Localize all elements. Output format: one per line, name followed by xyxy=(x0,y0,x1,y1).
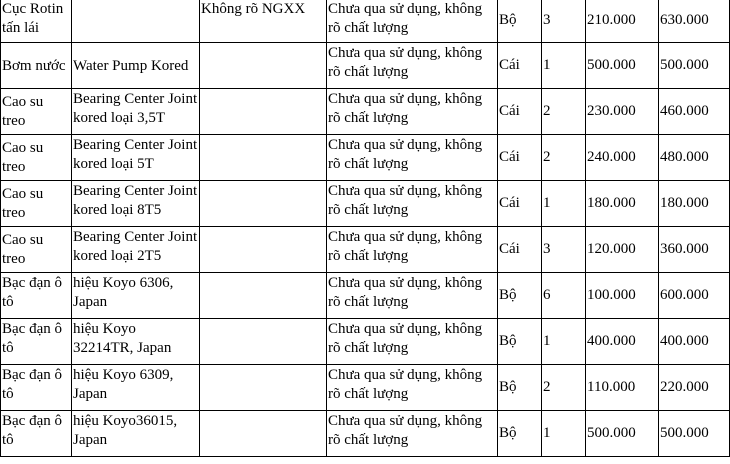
item-origin-cell xyxy=(200,43,327,89)
item-unit-cell: Cái xyxy=(498,135,542,181)
item-quantity-cell: 2 xyxy=(542,135,586,181)
item-unit-price-cell: 120.000 xyxy=(586,227,659,273)
item-quantity-cell: 1 xyxy=(542,319,586,365)
item-quantity-cell: 1 xyxy=(542,43,586,89)
item-name-cell: Bạc đạn ô tô xyxy=(1,411,72,457)
item-unit-cell: Bộ xyxy=(498,273,542,319)
item-origin-cell xyxy=(200,181,327,227)
item-total-cell: 630.000 xyxy=(659,0,730,43)
item-quantity-cell: 1 xyxy=(542,411,586,457)
item-origin-cell xyxy=(200,319,327,365)
item-name-cell: Cao su treo xyxy=(1,227,72,273)
item-origin-cell xyxy=(200,411,327,457)
item-description-cell xyxy=(72,0,200,43)
item-description-cell: hiệu Koyo 32214TR, Japan xyxy=(72,319,200,365)
item-name-cell: Cao su treo xyxy=(1,135,72,181)
item-unit-cell: Cái xyxy=(498,181,542,227)
item-description-cell: hiệu Koyo 6306, Japan xyxy=(72,273,200,319)
item-total-cell: 600.000 xyxy=(659,273,730,319)
item-unit-price-cell: 500.000 xyxy=(586,43,659,89)
item-description-cell: Bearing Center Joint kored loại 3,5T xyxy=(72,89,200,135)
item-description-cell: hiệu Koyo36015, Japan xyxy=(72,411,200,457)
item-condition-cell: Chưa qua sử dụng, không rõ chất lượng xyxy=(327,227,498,273)
item-total-cell: 180.000 xyxy=(659,181,730,227)
item-unit-price-cell: 100.000 xyxy=(586,273,659,319)
table-row xyxy=(1,0,730,43)
table-row xyxy=(1,319,730,365)
item-unit-cell: Bộ xyxy=(498,319,542,365)
table-row xyxy=(1,411,730,457)
table-body xyxy=(1,0,730,457)
item-origin-cell xyxy=(200,135,327,181)
item-origin-cell xyxy=(200,365,327,411)
item-unit-price-cell: 400.000 xyxy=(586,319,659,365)
item-name-cell: Bơm nước xyxy=(1,43,72,89)
item-description-cell: hiệu Koyo 6309, Japan xyxy=(72,365,200,411)
item-unit-price-cell: 500.000 xyxy=(586,411,659,457)
item-name-cell: Bạc đạn ô tô xyxy=(1,365,72,411)
item-total-cell: 500.000 xyxy=(659,411,730,457)
item-total-cell: 480.000 xyxy=(659,135,730,181)
item-description-cell: Water Pump Kored xyxy=(72,43,200,89)
item-name-cell: Cao su treo xyxy=(1,89,72,135)
item-unit-price-cell: 210.000 xyxy=(586,0,659,43)
item-condition-cell: Chưa qua sử dụng, không rõ chất lượng xyxy=(327,365,498,411)
item-condition-cell: Chưa qua sử dụng, không rõ chất lượng xyxy=(327,135,498,181)
table-row xyxy=(1,365,730,411)
item-condition-cell: Chưa qua sử dụng, không rõ chất lượng xyxy=(327,89,498,135)
item-condition-cell: Chưa qua sử dụng, không rõ chất lượng xyxy=(327,411,498,457)
item-origin-cell xyxy=(200,273,327,319)
item-quantity-cell: 3 xyxy=(542,227,586,273)
table-row xyxy=(1,181,730,227)
item-total-cell: 360.000 xyxy=(659,227,730,273)
item-origin-cell: Không rõ NGXX xyxy=(200,0,327,43)
item-quantity-cell: 2 xyxy=(542,365,586,411)
item-quantity-cell: 6 xyxy=(542,273,586,319)
item-condition-cell: Chưa qua sử dụng, không rõ chất lượng xyxy=(327,181,498,227)
item-unit-cell: Bộ xyxy=(498,0,542,43)
item-unit-price-cell: 110.000 xyxy=(586,365,659,411)
item-unit-cell: Cái xyxy=(498,89,542,135)
item-total-cell: 500.000 xyxy=(659,43,730,89)
item-name-cell: Bạc đạn ô tô xyxy=(1,319,72,365)
item-unit-cell: Bộ xyxy=(498,365,542,411)
item-condition-cell: Chưa qua sử dụng, không rõ chất lượng xyxy=(327,43,498,89)
item-unit-cell: Bộ xyxy=(498,411,542,457)
item-total-cell: 400.000 xyxy=(659,319,730,365)
item-unit-cell: Cái xyxy=(498,227,542,273)
item-unit-price-cell: 180.000 xyxy=(586,181,659,227)
item-quantity-cell: 1 xyxy=(542,181,586,227)
item-origin-cell xyxy=(200,89,327,135)
item-unit-cell: Cái xyxy=(498,43,542,89)
item-description-cell: Bearing Center Joint kored loại 8T5 xyxy=(72,181,200,227)
item-name-cell: Cục Rotin tấn lái xyxy=(1,0,72,43)
table-row xyxy=(1,227,730,273)
item-quantity-cell: 2 xyxy=(542,89,586,135)
table-row xyxy=(1,43,730,89)
table-row xyxy=(1,273,730,319)
table-row xyxy=(1,135,730,181)
item-unit-price-cell: 240.000 xyxy=(586,135,659,181)
item-unit-price-cell: 230.000 xyxy=(586,89,659,135)
item-total-cell: 220.000 xyxy=(659,365,730,411)
item-origin-cell xyxy=(200,227,327,273)
item-condition-cell: Chưa qua sử dụng, không rõ chất lượng xyxy=(327,0,498,43)
table-row xyxy=(1,89,730,135)
item-description-cell: Bearing Center Joint kored loại 5T xyxy=(72,135,200,181)
item-condition-cell: Chưa qua sử dụng, không rõ chất lượng xyxy=(327,273,498,319)
item-quantity-cell: 3 xyxy=(542,0,586,43)
item-name-cell: Bạc đạn ô tô xyxy=(1,273,72,319)
item-name-cell: Cao su treo xyxy=(1,181,72,227)
item-condition-cell: Chưa qua sử dụng, không rõ chất lượng xyxy=(327,319,498,365)
item-description-cell: Bearing Center Joint kored loại 2T5 xyxy=(72,227,200,273)
item-total-cell: 460.000 xyxy=(659,89,730,135)
